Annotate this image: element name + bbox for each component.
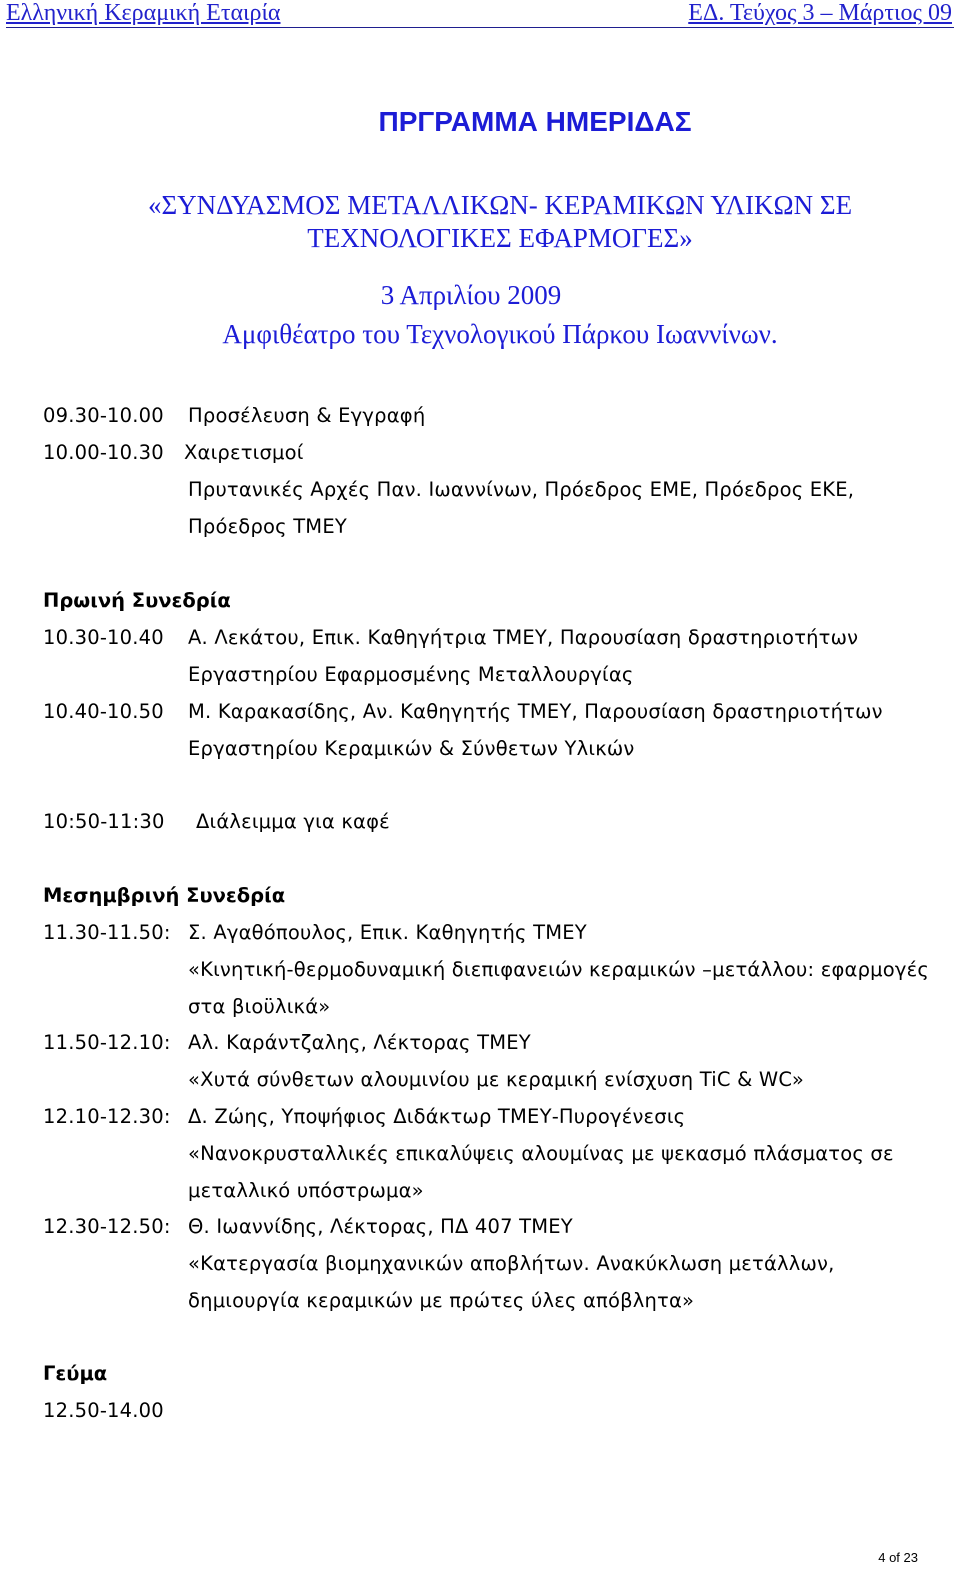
schedule-item-registration: [43, 397, 426, 434]
running-header: [6, 0, 954, 28]
header-issue-info: ΕΔ. Τεύχος 3 – Μάρτιος 09: [688, 0, 952, 26]
lunch-heading: Γεύμα: [43, 1362, 108, 1385]
schedule-speaker: Δ. Ζώης, Υποψήφιος Διδάκτωρ ΤΜΕΥ-Πυρογένεσις: [188, 1105, 686, 1128]
schedule-time: 10.40-10.50: [43, 700, 164, 723]
schedule-detail: Εργαστηρίου Κεραμικών & Σύνθετων Υλικών: [188, 737, 635, 760]
event-date: 3 Απριλίου 2009: [380, 280, 562, 310]
schedule-text: Προσέλευση & Εγγραφή: [188, 404, 426, 427]
schedule-time: 10:50-11:30: [43, 810, 165, 833]
schedule-speaker: Αλ. Καράντζαλης, Λέκτορας ΤΜΕΥ: [188, 1031, 531, 1054]
talk-title-line1: «Κατεργασία βιομηχανικών αποβλήτων. Ανακύκλωση μετάλλων,: [188, 1252, 835, 1275]
schedule-item-coffee-break: [43, 803, 390, 840]
schedule-item-morning-2: [43, 693, 883, 730]
schedule-item-midday-2: [43, 1024, 531, 1061]
schedule-text: Χαιρετισμοί: [184, 441, 304, 464]
schedule-item-morning-1: [43, 619, 859, 656]
schedule-speaker: Σ. Αγαθόπουλος, Επικ. Καθηγητής ΤΜΕΥ: [188, 921, 587, 944]
schedule-speaker: Θ. Ιωαννίδης, Λέκτορας, ΠΔ 407 ΤΜΕΥ: [188, 1215, 573, 1238]
schedule-item-midday-1: [43, 914, 587, 951]
greetings-detail-line2: Πρόεδρος ΤΜΕΥ: [188, 515, 347, 538]
event-title-line1: «ΣΥΝΔΥΑΣΜΟΣ ΜΕΤΑΛΛΙΚΩΝ- ΚΕΡΑΜΙΚΩΝ ΥΛΙΚΩΝ ΣΕ: [147, 190, 853, 220]
talk-title-line1: «Χυτά σύνθετων αλουμινίου με κεραμική ενίσχυση TiC & WC»: [188, 1068, 804, 1091]
schedule-item-midday-3: [43, 1098, 686, 1135]
schedule-time: 12.50-14.00: [43, 1399, 164, 1422]
schedule-time: 12.10-12.30:: [43, 1105, 171, 1128]
morning-session-heading: Πρωινή Συνεδρία: [43, 589, 231, 612]
program-title: ΠΡΓΡΑΜΜΑ ΗΜΕΡΙΔΑΣ: [378, 106, 692, 137]
schedule-detail: Εργαστηρίου Εφαρμοσμένης Μεταλλουργίας: [188, 663, 634, 686]
greetings-detail-line1: Πρυτανικές Αρχές Παν. Ιωαννίνων, Πρόεδρος ΕΜΕ, Πρόεδρος ΕΚΕ,: [188, 478, 855, 501]
lunch-time: [43, 1392, 164, 1429]
event-title-line2: ΤΕΧΝΟΛΟΓΙΚΕΣ ΕΦΑΡΜΟΓΕΣ»: [307, 223, 693, 253]
schedule-item-midday-4: [43, 1208, 573, 1245]
schedule-speaker: Α. Λεκάτου, Επικ. Καθηγήτρια ΤΜΕΥ, Παρουσίαση δραστηριοτήτων: [188, 626, 859, 649]
talk-title-line2: δημιουργία κεραμικών με πρώτες ύλες απόβλητα»: [188, 1289, 695, 1312]
talk-title-line1: «Νανοκρυσταλλικές επικαλύψεις αλουμίνας με ψεκασμό πλάσματος σε: [188, 1142, 894, 1165]
talk-title-line1: «Κινητική-θερμοδυναμική διεπιφανειών κεραμικών –μετάλλου: εφαρμογές: [188, 958, 930, 981]
talk-title-line2: στα βιοϋλικά»: [188, 995, 331, 1018]
schedule-speaker: Μ. Καρακασίδης, Αν. Καθηγητής ΤΜΕΥ, Παρουσίαση δραστηριοτήτων: [188, 700, 883, 723]
header-society-name: Ελληνική Κεραμική Εταιρία: [6, 0, 281, 26]
schedule-time: 10.30-10.40: [43, 626, 164, 649]
schedule-time: 12.30-12.50:: [43, 1215, 171, 1238]
schedule-text: Διάλειμμα για καφέ: [196, 810, 390, 833]
schedule-time: 10.00-10.30: [43, 441, 164, 464]
schedule-time: 11.50-12.10:: [43, 1031, 171, 1054]
talk-title-line2: μεταλλικό υπόστρωμα»: [188, 1179, 424, 1202]
midday-session-heading: Μεσημβρινή Συνεδρία: [43, 884, 286, 907]
event-venue: Αμφιθέατρο του Τεχνολογικού Πάρκου Ιωαννίνων.: [222, 319, 778, 349]
schedule-item-greetings: [43, 434, 304, 471]
schedule-time: 09.30-10.00: [43, 404, 164, 427]
page-number: 4 of 23: [878, 1550, 918, 1565]
schedule-time: 11.30-11.50:: [43, 921, 171, 944]
